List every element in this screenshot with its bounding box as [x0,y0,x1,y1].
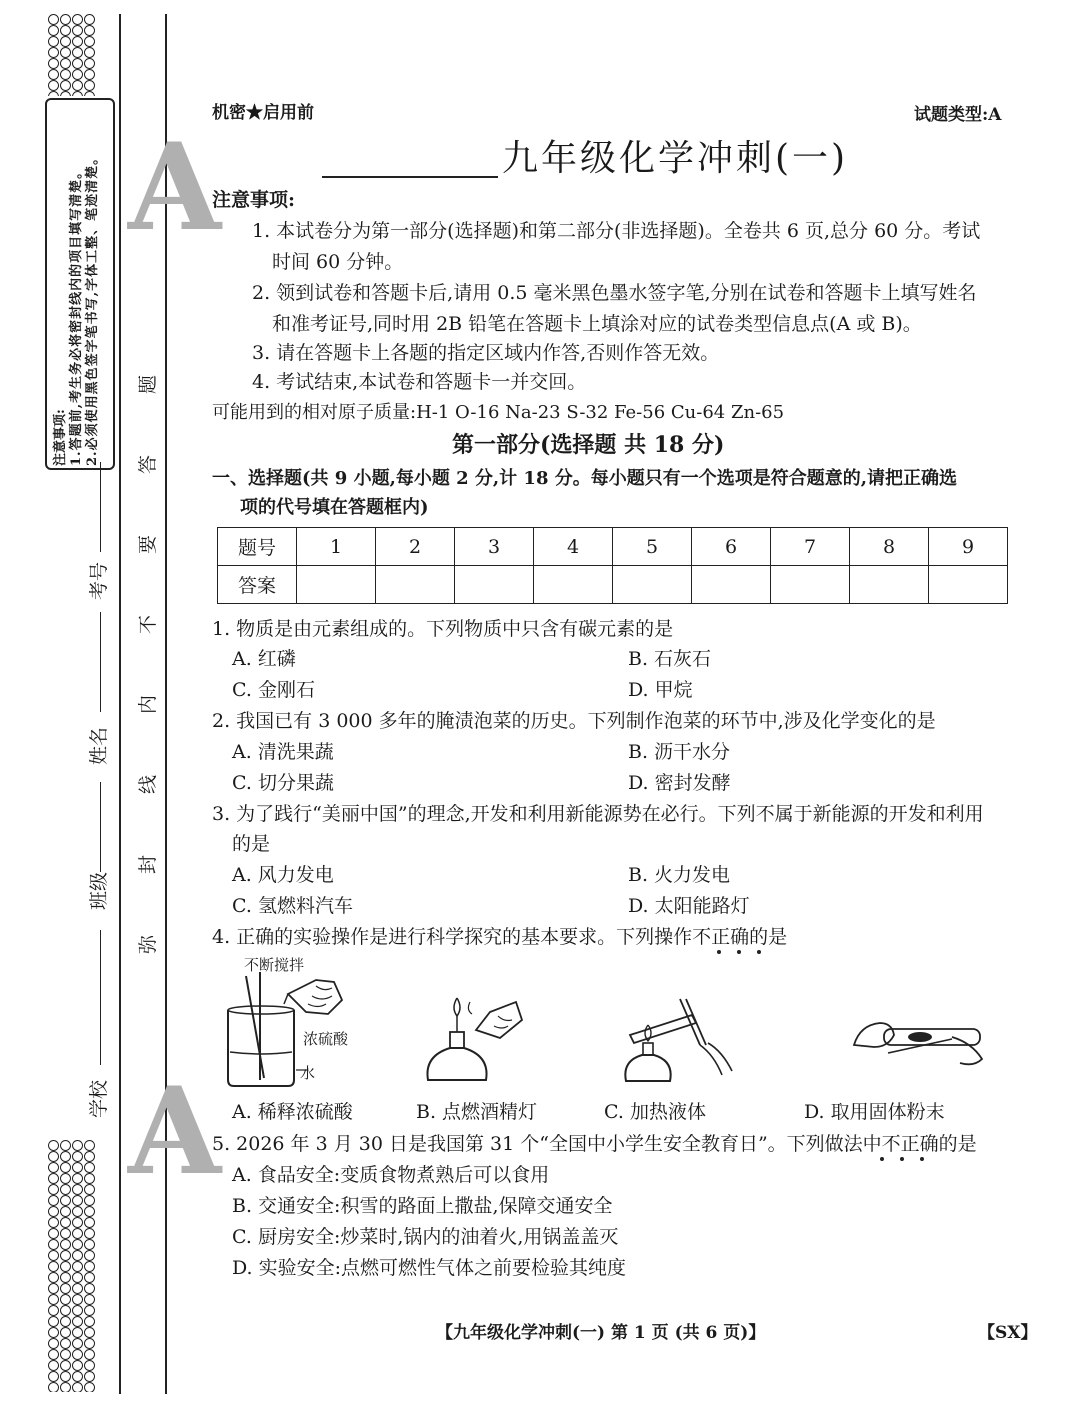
figure-light-lamp [420,990,530,1090]
question-number-cell: 1 [297,528,376,566]
decorative-dots-top [48,14,104,96]
notice-item: 时间 60 分钟。 [272,251,404,273]
answer-cell[interactable] [850,566,929,604]
margin-notice-line1: 1.答题前,考生务必将密封线内的项目填写清楚。 [69,164,84,466]
figure-heat-liquid [620,995,740,1090]
seal-char: 弥 [137,934,159,954]
paper-type-label: 试题类型:A [914,105,1002,125]
question-4-option-d: D. 取用固体粉末 [804,1101,945,1123]
paper-type-letter-bottom: A [128,1061,222,1202]
title-blank-line [322,176,498,178]
page-title: 九年级化学冲刺(一) [502,138,849,179]
field-school-label: 学校 [88,1079,110,1118]
paper-type-letter-top: A [128,117,222,258]
table-row [218,528,1008,566]
answer-cell[interactable] [771,566,850,604]
question-2-stem: 2. 我国已有 3 000 多年的腌渍泡菜的历史。下列制作泡菜的环节中,涉及化学变化的是 [212,710,936,732]
answer-cell[interactable] [692,566,771,604]
question-5-option-b: B. 交通安全:积雪的路面上撒盐,保障交通安全 [232,1195,613,1217]
margin-notice-line2: 2.必须使用黑色签字笔书写,字体工整、笔迹清楚。 [85,150,100,466]
question-number-cell: 6 [692,528,771,566]
field-school-line[interactable] [100,930,101,1065]
notice-item: 2. 领到试卷和答题卡后,请用 0.5 毫米黑色墨水签字笔,分别在试卷和答题卡上填写姓名 [252,282,977,304]
notice-item: 3. 请在答题卡上各题的指定区域内作答,否则作答无效。 [252,342,720,364]
seal-char: 不 [137,614,159,634]
figure-label-water: 水 [300,1064,316,1082]
seal-char: 内 [137,694,159,714]
question-number-cell: 2 [376,528,455,566]
emphasis-dot [900,1157,904,1161]
notice-item: 和准考证号,同时用 2B 铅笔在答题卡上填涂对应的试卷类型信息点(A 或 B)。 [272,313,922,335]
question-number-cell: 4 [534,528,613,566]
answer-cell[interactable] [376,566,455,604]
figure-label-acid: 浓硫酸 [303,1030,349,1048]
answer-cell[interactable] [455,566,534,604]
seal-char: 要 [137,534,159,554]
decorative-dots-bottom [48,1140,104,1392]
page-footer: 【九年级化学冲刺(一) 第 1 页 (共 6 页)】 [436,1323,766,1343]
question-2-option-a: A. 清洗果蔬 [232,741,334,763]
question-3-option-c: C. 氢燃料汽车 [232,895,353,917]
field-name-line[interactable] [100,612,101,712]
table-header-cell: 题号 [218,528,297,566]
margin-line-outer [119,14,121,1394]
table-header-cell: 答案 [218,566,297,604]
margin-notice-title: 注意事项: [53,409,68,466]
question-4-option-b: B. 点燃酒精灯 [416,1101,538,1123]
question-3-option-d: D. 太阳能路灯 [628,895,750,917]
question-number-cell: 8 [850,528,929,566]
question-1-stem: 1. 物质是由元素组成的。下列物质中只含有碳元素的是 [212,618,674,640]
notice-item: 1. 本试卷分为第一部分(选择题)和第二部分(非选择题)。全卷共 6 页,总分 60 分。考试 [252,220,981,242]
question-number-cell: 5 [613,528,692,566]
emphasis-dot [737,950,741,954]
question-1-option-d: D. 甲烷 [628,679,693,701]
field-class-line[interactable] [100,782,101,872]
seal-char: 封 [137,854,159,874]
seal-char: 线 [137,774,159,794]
field-exam-no-line[interactable] [100,462,101,552]
question-3-option-b: B. 火力发电 [628,864,731,886]
confidential-label: 机密★启用前 [212,103,314,123]
atomic-mass-line: 可能用到的相对原子质量:H-1 O-16 Na-23 S-32 Fe-56 Cu-64 Zn-65 [212,402,785,423]
section-instructions-line1: 一、选择题(共 9 小题,每小题 2 分,计 18 分。每小题只有一个选项是符合题意的,请把正确选 [212,468,958,489]
field-name-label: 姓名 [88,726,110,765]
question-5-option-a: A. 食品安全:变质食物煮熟后可以食用 [232,1164,550,1186]
question-number-cell: 3 [455,528,534,566]
question-4-option-a: A. 稀释浓硫酸 [232,1101,353,1123]
notice-item: 4. 考试结束,本试卷和答题卡一并交回。 [252,371,587,393]
answer-cell[interactable] [929,566,1008,604]
seal-char: 题 [137,374,159,394]
question-3-option-a: A. 风力发电 [232,864,334,886]
field-exam-no-label: 考号 [88,561,110,600]
seal-char: 答 [137,454,159,474]
question-3-stem-cont: 的是 [232,833,271,855]
emphasis-dot [920,1157,924,1161]
figure-label-stir: 不断搅拌 [244,956,305,974]
emphasis-dot [757,950,761,954]
question-5-option-d: D. 实验安全:点燃可燃性气体之前要检验其纯度 [232,1257,627,1279]
margin-notice-text [53,151,101,466]
question-3-stem: 3. 为了践行“美丽中国”的理念,开发和利用新能源势在必行。下列不属于新能源的开发和利用 [212,803,984,825]
figure-take-powder [848,1015,998,1075]
question-5-stem: 5. 2026 年 3 月 30 日是我国第 31 个“全国中小学生安全教育日”。下列做法中不正确的是 [212,1133,977,1155]
answer-cell[interactable] [534,566,613,604]
question-4-stem: 4. 正确的实验操作是进行科学探究的基本要求。下列操作不正确的是 [212,926,788,948]
question-number-cell: 9 [929,528,1008,566]
footer-code: 【SX】 [978,1323,1038,1343]
field-class-label: 班级 [88,871,110,910]
emphasis-dot [880,1157,884,1161]
question-number-cell: 7 [771,528,850,566]
section-instructions-line2: 项的代号填在答题框内) [240,497,429,518]
emphasis-dot [717,950,721,954]
notice-heading: 注意事项: [212,189,296,211]
question-1-option-a: A. 红磷 [232,648,296,670]
margin-notice-box [45,98,115,470]
answer-cell[interactable] [613,566,692,604]
question-4-option-c: C. 加热液体 [604,1101,706,1123]
question-5-option-c: C. 厨房安全:炒菜时,锅内的油着火,用锅盖盖灭 [232,1226,619,1248]
part1-title: 第一部分(选择题 共 18 分) [452,432,725,458]
question-2-option-b: B. 沥干水分 [628,741,731,763]
question-1-option-b: B. 石灰石 [628,648,712,670]
answer-cell[interactable] [297,566,376,604]
question-1-option-c: C. 金刚石 [232,679,315,701]
question-2-option-d: D. 密封发酵 [628,772,731,794]
answer-table [217,527,1008,604]
question-2-option-c: C. 切分果蔬 [232,772,334,794]
table-row [218,566,1008,604]
